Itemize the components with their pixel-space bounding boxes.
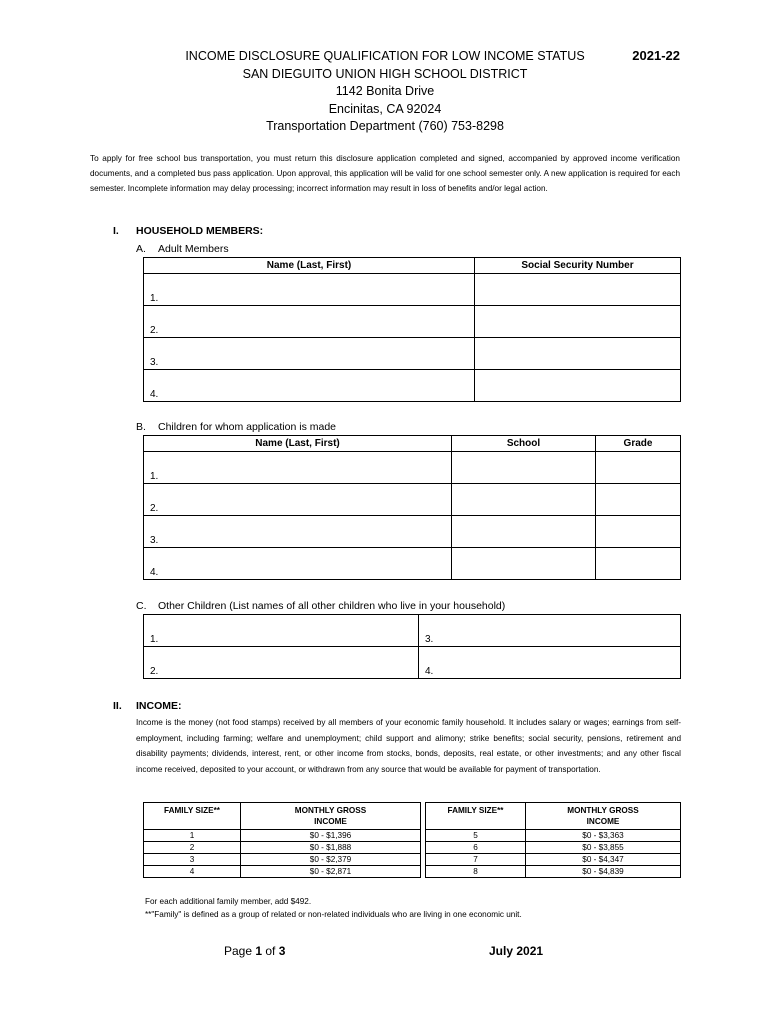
- family-size-cell: 4: [144, 866, 241, 878]
- income-range-cell: $0 - $2,379: [241, 854, 421, 866]
- subsection-b-label: Children for whom application is made: [158, 421, 337, 433]
- adult-name-cell[interactable]: 2.: [144, 306, 475, 338]
- section-2-number: II.: [113, 700, 122, 712]
- additional-member-note: For each additional family member, add $492.: [145, 897, 312, 906]
- child-school-cell[interactable]: [452, 452, 596, 484]
- adult-members-table: [143, 257, 681, 402]
- district-name: SAN DIEGUITO UNION HIGH SCHOOL DISTRICT: [242, 66, 528, 81]
- adult-ssn-cell[interactable]: [475, 338, 681, 370]
- monthly-income-header: [526, 803, 681, 830]
- adult-name-header: Name (Last, First): [144, 258, 475, 274]
- other-children-table: [143, 614, 681, 679]
- family-size-cell: 6: [426, 842, 526, 854]
- income-range-cell: $0 - $3,855: [526, 842, 681, 854]
- child-name-cell[interactable]: 4.: [144, 548, 452, 580]
- monthly-income-header-line1: MONTHLY GROSS: [294, 806, 367, 815]
- other-child-cell[interactable]: 1.: [144, 615, 419, 647]
- child-name-header: Name (Last, First): [144, 436, 452, 452]
- income-range-cell: $0 - $3,363: [526, 830, 681, 842]
- family-size-header: FAMILY SIZE**: [144, 803, 241, 830]
- child-grade-cell[interactable]: [596, 452, 681, 484]
- monthly-income-header-line2: INCOME: [314, 817, 347, 826]
- child-school-cell[interactable]: [452, 516, 596, 548]
- adult-ssn-cell[interactable]: [475, 306, 681, 338]
- child-grade-cell[interactable]: [596, 484, 681, 516]
- income-range-cell: $0 - $4,839: [526, 866, 681, 878]
- page-prefix: Page: [224, 944, 256, 958]
- family-size-cell: 1: [144, 830, 241, 842]
- family-definition-note: **"Family" is defined as a group of related or non-related individuals who are living in one economic unit.: [145, 910, 522, 919]
- address-line-2: Encinitas, CA 92024: [328, 101, 442, 116]
- page-number: [224, 944, 285, 958]
- address-line-1: 1142 Bonita Drive: [335, 84, 435, 98]
- school-year: 2021-22: [632, 48, 680, 63]
- child-school-cell[interactable]: [452, 484, 596, 516]
- child-school-header: School: [452, 436, 596, 452]
- adult-ssn-cell[interactable]: [475, 370, 681, 402]
- family-size-cell: 5: [426, 830, 526, 842]
- adult-name-cell[interactable]: 4.: [144, 370, 475, 402]
- intro-paragraph: To apply for free school bus transportation, you must return this disclosure application completed and signed, accompanied by approved income verification documents, and a completed bus pass application. Upon approval, this application will be valid for one school semester only. A new application is required for each semester. Incomplete information may delay processing; incorrect information may result in loss of benefits and/or legal action.: [90, 154, 680, 193]
- adult-name-cell[interactable]: 1.: [144, 274, 475, 306]
- form-title: INCOME DISCLOSURE QUALIFICATION FOR LOW INCOME STATUS: [185, 49, 585, 63]
- other-child-cell[interactable]: 4.: [419, 647, 681, 679]
- other-child-cell[interactable]: 3.: [419, 615, 681, 647]
- income-range-cell: $0 - $4,347: [526, 854, 681, 866]
- child-name-cell[interactable]: 1.: [144, 452, 452, 484]
- monthly-income-header-line1: MONTHLY GROSS: [567, 806, 639, 815]
- child-grade-header: Grade: [596, 436, 681, 452]
- subsection-a-label: Adult Members: [158, 243, 229, 255]
- adult-ssn-header: Social Security Number: [475, 258, 681, 274]
- other-child-cell[interactable]: 2.: [144, 647, 419, 679]
- family-size-cell: 2: [144, 842, 241, 854]
- department-phone: Transportation Department (760) 753-8298: [266, 119, 504, 133]
- family-size-header: FAMILY SIZE**: [426, 803, 526, 830]
- section-1-number: I.: [113, 225, 119, 237]
- family-size-cell: 3: [144, 854, 241, 866]
- adult-name-cell[interactable]: 3.: [144, 338, 475, 370]
- income-definition: Income is the money (not food stamps) received by all members of your economic family household. It includes salary or wages; earnings from self-employment, including farming; welfare and unemployment; child support and alimony; strike benefits; social security, pensions, retirement and disability payments; dividends, interest, rent, or other income from stocks, bonds, deposits, real estate, or other investments; and any other fiscal income received, deposited to your account, or withdrawn from any source that would be available for payment of transportation.: [136, 718, 681, 774]
- page-current: 1: [255, 944, 263, 958]
- page-total: 3: [278, 944, 286, 958]
- revision-date: July 2021: [489, 944, 544, 958]
- child-name-cell[interactable]: 3.: [144, 516, 452, 548]
- family-size-cell: 8: [426, 866, 526, 878]
- child-name-cell[interactable]: 2.: [144, 484, 452, 516]
- page-of: of: [262, 944, 279, 958]
- children-table: [143, 435, 681, 580]
- child-school-cell[interactable]: [452, 548, 596, 580]
- subsection-c-letter: C.: [136, 600, 147, 612]
- family-size-cell: 7: [426, 854, 526, 866]
- income-table: [143, 802, 681, 878]
- income-range-cell: $0 - $2,871: [241, 866, 421, 878]
- section-2-title: INCOME:: [136, 700, 182, 712]
- income-range-cell: $0 - $1,888: [241, 842, 421, 854]
- subsection-a-letter: A.: [136, 243, 146, 255]
- child-grade-cell[interactable]: [596, 516, 681, 548]
- subsection-b-letter: B.: [136, 421, 146, 433]
- monthly-income-header: [241, 803, 421, 830]
- child-grade-cell[interactable]: [596, 548, 681, 580]
- adult-ssn-cell[interactable]: [475, 274, 681, 306]
- section-1-title: HOUSEHOLD MEMBERS:: [136, 225, 264, 237]
- subsection-c-label: Other Children (List names of all other children who live in your household): [158, 600, 506, 612]
- income-range-cell: $0 - $1,396: [241, 830, 421, 842]
- monthly-income-header-line2: INCOME: [586, 817, 620, 826]
